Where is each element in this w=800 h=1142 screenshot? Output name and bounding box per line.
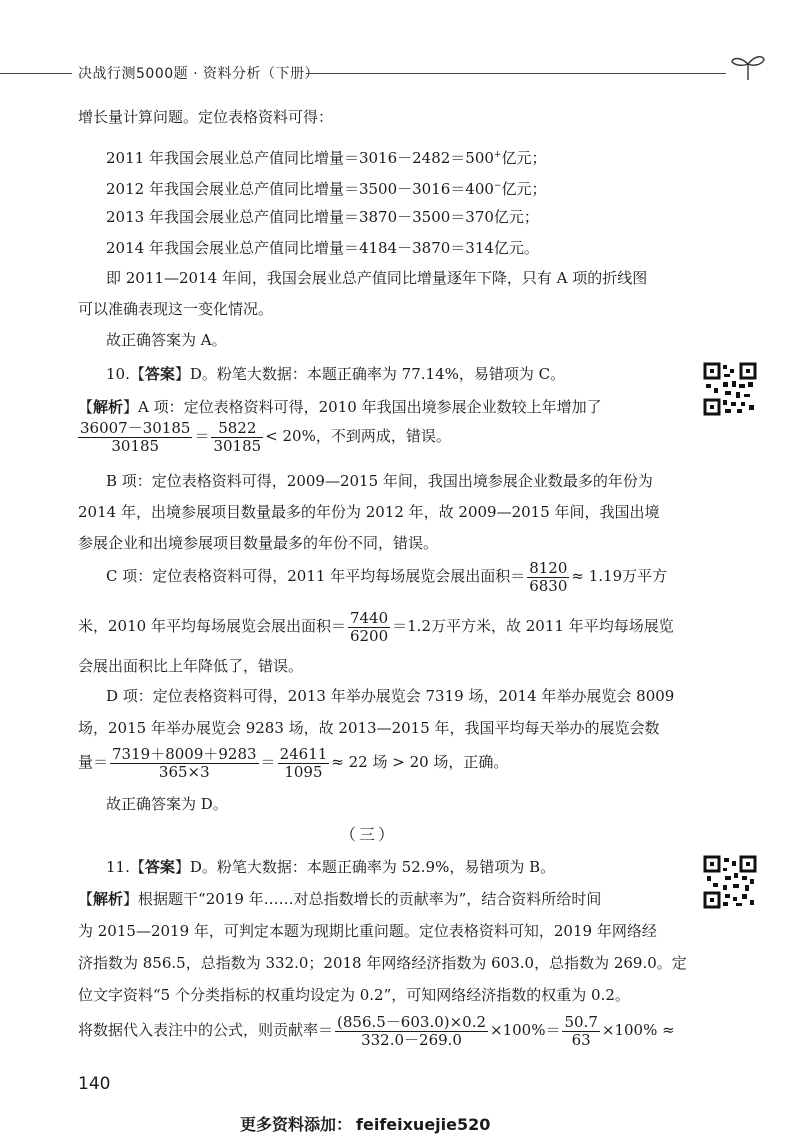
text-line: 2014 年我国会展业总产值同比增量＝4184－3870＝314亿元。: [106, 239, 539, 257]
footer-handle: feifeixuejie520: [356, 1115, 491, 1134]
formula-line: 将数据代入表注中的公式，则贡献率＝ $\frac{(856.5-603.0)\times 0.2}{332.0-269.0}$ ×100%＝ $\frac{50.7}{63}$ ×100% ≈: [78, 1012, 675, 1049]
answer-11: 11.【答案】D。粉笔大数据：本题正确率为 52.9%，易错项为 B。: [106, 858, 556, 876]
text-line: 2013 年我国会展业总产值同比增量＝3870－3500＝370亿元；: [106, 208, 539, 226]
analysis-10: 【解析】A 项：定位表格资料可得，2010 年我国出境参展企业数较上年增加了: [78, 398, 602, 416]
fraction: $\frac{36007-30185}{30185}$: [80, 418, 191, 455]
fraction: $\frac{8120}{6830}$: [529, 558, 568, 595]
fraction: $\frac{50.7}{63}$: [564, 1012, 598, 1049]
text-line: 位文字资料“5 个分类指标的权重均设定为 0.2”，可知网络经济指数的权重为 0.2。: [78, 986, 630, 1004]
text-line: 故正确答案为 D。: [106, 795, 228, 813]
text-line: 增长量计算问题。定位表格资料可得：: [78, 108, 334, 126]
text-line: 2014 年，出境参展项目数量最多的年份为 2012 年，故 2009—2015 年间，我国出境: [78, 503, 660, 521]
formula-line: 量＝ $\frac{7319+8009+9283}{365\times 3}$ ＝ $\frac{24611}{1095}$ ≈ 22 场 > 20 场，正确。: [78, 744, 509, 781]
header-rule-right: [306, 73, 726, 74]
text-line: 2012 年我国会展业总产值同比增量＝3500－3016＝400−亿元；: [106, 180, 547, 198]
header-title: 决战行测5000题 · 资料分析（下册）: [78, 66, 319, 82]
text-line: 会展出面积比上年降低了，错误。: [78, 657, 304, 675]
text-line: 场，2015 年举办展览会 9283 场，故 2013—2015 年，我国平均每天举办的展览会数: [78, 719, 660, 737]
section-title: （三）: [340, 825, 398, 844]
page-number: 140: [78, 1074, 111, 1094]
text-line: 即 2011—2014 年间，我国会展业总产值同比增量逐年下降，只有 A 项的折线图: [106, 269, 648, 287]
answer-10: 10.【答案】D。粉笔大数据：本题正确率为 77.14%，易错项为 C。: [106, 365, 566, 383]
fraction: $\frac{7319+8009+9283}{365\times 3}$: [112, 744, 257, 781]
formula-line: C 项：定位表格资料可得，2011 年平均每场展览会展出面积＝ $\frac{8120}{6830}$ ≈ 1.19万平方: [106, 558, 668, 595]
qr-code-icon: [703, 362, 757, 416]
header-rule-left: [0, 73, 72, 74]
fraction: $\frac{24611}{1095}$: [279, 744, 328, 781]
text-line: 为 2015—2019 年，可判定本题为现期比重问题。定位表格资料可知，2019 年网络经: [78, 922, 657, 940]
text-line: D 项：定位表格资料可得，2013 年举办展览会 7319 场，2014 年举办展览会 8009: [106, 687, 675, 705]
footer-label: 更多资料添加：: [240, 1115, 353, 1134]
text-line: 济指数为 856.5，总指数为 332.0；2018 年网络经济指数为 603.0，总指数为 269.0。定: [78, 954, 687, 972]
text-line: 可以准确表现这一变化情况。: [78, 300, 274, 318]
fraction: $\frac{7440}{6200}$: [349, 608, 389, 645]
text-line: 2011 年我国会展业总产值同比增量＝3016－2482＝500+亿元；: [106, 149, 547, 167]
text-line: B 项：定位表格资料可得，2009—2015 年间，我国出境参展企业数最多的年份为: [106, 472, 653, 490]
formula-line: $\frac{36007-30185}{30185}$ ＝ $\frac{5822}{30185}$ < 20%，不到两成，错误。: [80, 418, 451, 455]
fraction: $\frac{(856.5-603.0)\times 0.2}{332.0-269.0}$: [337, 1012, 487, 1049]
qr-code-icon: [703, 855, 757, 909]
text-line: 参展企业和出境参展项目数量最多的年份不同，错误。: [78, 534, 439, 552]
footer-note: [240, 1112, 490, 1135]
analysis-11: 【解析】根据题干“2019 年……对总指数增长的贡献率为”，结合资料所给时间: [78, 890, 602, 908]
formula-line: 米，2010 年平均每场展览会展出面积＝ $\frac{7440}{6200}$ ＝1.2万平方米，故 2011 年平均每场展览: [78, 608, 674, 645]
sprout-icon: [728, 46, 768, 82]
text-line: 故正确答案为 A。: [106, 331, 227, 349]
running-header: [0, 60, 800, 88]
fraction: $\frac{5822}{30185}$: [213, 418, 262, 455]
